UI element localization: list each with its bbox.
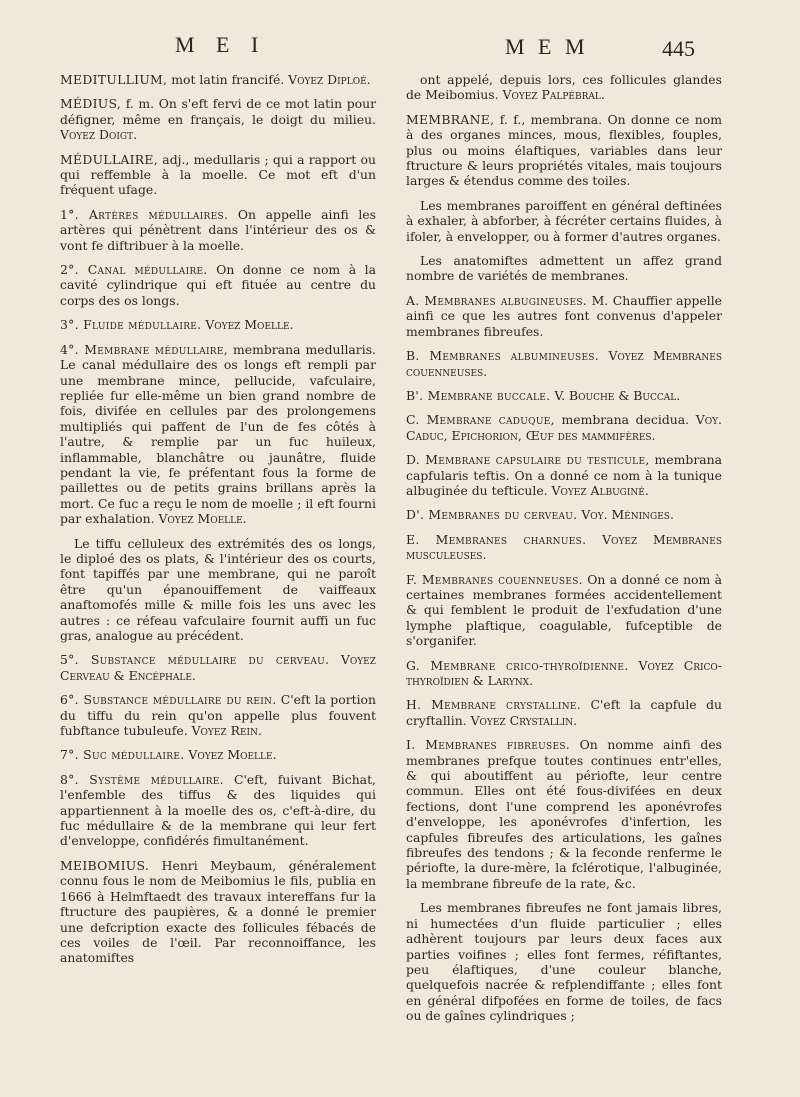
entry-headword: 5°. Substance médullaire du cerveau. xyxy=(60,652,330,668)
entry-cross-reference: V. Bouche & Buccal. xyxy=(554,387,681,403)
entry-paragraph xyxy=(406,658,722,689)
entry-text: f. f., membrana. On donne ce nom à des organes minces, mous, flexibles, fouples, plus ou moins élaftiques, variables dans leur ftructure & leurs propriétés vitales, mais toujours larges & étendus comme des toiles. xyxy=(406,111,722,189)
entry-text: C'eft la capfule du cryftallin. xyxy=(406,697,722,728)
entry-text: membrana capfularis teftis. On a donné ce nom à la tunique albuginée du tefticule. xyxy=(406,452,722,498)
entry-headword: 8°. Système médullaire. xyxy=(60,771,224,787)
entry-text: M. Chauffier appelle ainfi ce que les autres font convenus d'appeler membranes fibreufes. xyxy=(406,292,722,339)
entry-text: ont appelé, depuis lors, ces follicules glandes de Meibomius. xyxy=(406,72,722,103)
entry-headword: 2°. Canal médullaire. xyxy=(60,262,208,278)
page-number: 445 xyxy=(662,36,695,61)
entry-paragraph xyxy=(406,72,722,103)
entry-cross-reference: Voyez Diploé. xyxy=(288,72,371,87)
entry-paragraph xyxy=(60,772,376,849)
entry-text: Les anatomiftes admettent un affez grand nombre de variétés de membranes. xyxy=(406,253,722,284)
entry-headword: MÉDIUS, xyxy=(60,96,122,112)
entry-text: Henri Meybaum, généralement connu fous le nom de Meibomius le fils, publia en 1666 à Helmftaedt des travaux intereffans fur la ftructure des paupières, & a donné le premier une defcription exacte des follicules fébacés de ces voiles de l'œil. Par reconnoiffance, les anatomiftes xyxy=(60,857,376,966)
entry-paragraph xyxy=(60,317,376,332)
left-column xyxy=(60,72,376,975)
entry-headword: 1°. Artères médullaires. xyxy=(60,206,229,222)
entry-headword: I. Membranes fibreuses. xyxy=(406,737,571,753)
entry-cross-reference: Voyez Membranes musculeuses. xyxy=(406,531,722,563)
entry-headword: H. Membrane crystalline. xyxy=(406,697,582,713)
entry-headword: G. Membrane crico-thyroïdienne. xyxy=(406,657,629,673)
entry-headword: 7°. Suc médullaire. xyxy=(60,747,185,763)
header-right: M E M xyxy=(505,34,589,59)
entry-paragraph xyxy=(406,253,722,284)
entry-cross-reference: Voy. Caduc, Epichorion, Œuf des mammifères. xyxy=(406,412,722,443)
entry-paragraph xyxy=(60,72,376,87)
entry-headword: 4°. Membrane médullaire, xyxy=(60,341,228,357)
entry-cross-reference: Voyez Moelle. xyxy=(188,747,277,763)
entry-headword: B. Membranes albumineuses. xyxy=(406,348,600,364)
entry-cross-reference: Voyez Membranes couenneuses. xyxy=(406,348,722,379)
entry-cross-reference: Voyez Palpébral. xyxy=(502,87,605,103)
right-column xyxy=(406,72,722,1033)
entry-paragraph xyxy=(60,262,376,308)
entry-headword: F. Membranes couenneuses. xyxy=(406,571,583,587)
header-left: M E I xyxy=(175,32,267,57)
entry-headword: 6°. Substance médullaire du rein. xyxy=(60,692,277,708)
entry-headword: E. Membranes charnues. xyxy=(406,531,587,547)
entry-cross-reference: Voyez Rein. xyxy=(191,723,262,739)
entry-paragraph xyxy=(406,293,722,339)
entry-headword: MEDITULLIUM, xyxy=(60,72,168,87)
entry-text: membrana medullaris. Le canal médullaire des os longs eft rempli par une membrane mince, pellucide, vafculaire, repliée fur elle-même un bien grand nombre de fois, divifée en cellules par des prolongemens multipliés qui paffent de l'un de fes côtés à l'autre, & remplie par un fuc huileux, inflammable, blanchâtre ou jaunâtre, fluide pendant la vie, fe préfentant fous la forme de paillettes ou de petits grains brillans après la mort. Ce fuc a reçu le nom de moelle ; il eft fourni par exhalation. xyxy=(60,341,376,527)
entry-headword: 3°. Fluide médullaire. xyxy=(60,317,202,333)
entry-paragraph xyxy=(60,536,376,644)
entry-headword: MEIBOMIUS. xyxy=(60,857,150,873)
entry-text: Les membranes paroiffent en général deftinées à exhaler, à abforber, à fécréter certains fluides, à ifoler, à envelopper, ou à former d'autres organes. xyxy=(406,197,722,244)
entry-headword: C. Membrane caduque, xyxy=(406,412,555,428)
entry-text: Le tiffu celluleux des extrémités des os longs, le diploé des os plats, & l'intérieur des os courts, font tapiffés par une membrane, qui ne paroît être qu'un épanouiffement de vaiffeaux anaftomofés mille & mille fois les uns avec les autres : ce réfeau vafculaire fournit auffi un fuc gras, analogue au précédent. xyxy=(60,535,376,643)
entry-text: Les membranes fibreufes ne font jamais libres, ni humectées d'un fluide particulier ; elles adhèrent toujours par leurs deux faces aux parties voifines ; elles font fermes, réfiftantes, peu élaftiques, d'une couleur blanche, quelquefois nacrée & refplendiffante ; elles font en général difpofées en forme de toiles, de facs ou de gaînes cylindriques ; xyxy=(406,900,722,1024)
entry-text xyxy=(628,658,638,673)
entry-text: On nomme ainfi des membranes prefque toutes continues entr'elles, & qui aboutiffent au périofte, leur centre commun. Elles ont été fous-divifées en deux fections, dont l'une comprend les aponévrofes d'enveloppe, les aponévrofes d'infertion, les capfules fibreufes des articulations, les gaînes fibreufes des tendons ; & la feconde renferme le périofte, la dure-mère, la fclérotique, l'albuginée, la membrane fibreufe de la rate, &c. xyxy=(406,737,722,891)
running-header xyxy=(0,14,800,61)
entry-paragraph xyxy=(406,112,722,189)
entry-text: f. m. On s'eft fervi de ce mot latin pour défigner, même en français, le doigt du milieu. xyxy=(60,96,376,127)
entry-text: On appelle ainfi les artères qui pénètrent dans l'intérieur des os & vont fe diftribuer à la moelle. xyxy=(60,206,376,253)
entry-cross-reference: Voyez Crystallin. xyxy=(470,712,578,728)
entry-paragraph xyxy=(60,692,376,738)
entry-headword: B'. Membrane buccale. xyxy=(406,387,551,403)
entry-paragraph xyxy=(406,697,722,728)
entry-text: On donne ce nom à la cavité cylindrique qui eft fituée au centre du corps des os longs. xyxy=(60,262,376,308)
entry-text xyxy=(329,652,341,667)
entry-paragraph xyxy=(60,342,376,527)
entry-text: adj., medullaris ; qui a rapport ou qui reffemble à la moelle. Ce mot eft d'un fréquent ufage. xyxy=(60,151,376,198)
entry-paragraph xyxy=(406,388,722,403)
entry-cross-reference: Voyez Albuginé. xyxy=(551,482,649,498)
entry-paragraph xyxy=(60,96,376,142)
entry-paragraph xyxy=(406,572,722,649)
entry-cross-reference: Voyez Moelle. xyxy=(205,317,294,333)
entry-headword: A. Membranes albugineuses. xyxy=(406,292,588,308)
entry-paragraph xyxy=(406,348,722,379)
entry-cross-reference: Voy. Méninges. xyxy=(581,507,674,523)
entry-text: C'eft la portion du tiffu du rein qu'on appelle plus fouvent fubftance tubuleufe. xyxy=(60,692,376,739)
entry-paragraph xyxy=(406,532,722,563)
entry-headword: D'. Membranes du cerveau. xyxy=(406,507,578,523)
entry-text xyxy=(586,532,602,547)
entry-cross-reference: Voyez Crico-thyroïdien & Larynx. xyxy=(406,657,722,688)
entry-headword: D. Membrane capsulaire du testicule, xyxy=(406,452,650,468)
entry-headword: MÉDULLAIRE, xyxy=(60,151,159,167)
entry-paragraph xyxy=(406,900,722,1023)
entry-text: C'eft, fuivant Bichat, l'enfemble des tiffus & des liquides qui appartiennent à la moelle des os, c'eft-à-dire, du fuc médullaire & de la membrane qui leur fert d'enveloppe, confidérés fimultanément. xyxy=(60,771,376,849)
entry-cross-reference: Voyez Moelle. xyxy=(158,511,247,527)
entry-paragraph xyxy=(406,412,722,443)
entry-text: On a donné ce nom à certaines membranes formées accidentellement & qui femblent le produit de l'exfudation d'une lymphe plaftique, coagulable, fufceptible de s'organifer. xyxy=(406,571,722,649)
entry-paragraph xyxy=(60,207,376,253)
entry-paragraph xyxy=(406,507,722,522)
entry-paragraph xyxy=(406,198,722,244)
entry-paragraph xyxy=(406,737,722,891)
entry-paragraph xyxy=(406,452,722,498)
entry-text: mot latin francifé. xyxy=(167,72,289,87)
entry-paragraph xyxy=(60,747,376,762)
entry-headword: MEMBRANE, xyxy=(406,111,495,127)
entry-paragraph xyxy=(60,858,376,966)
entry-text: membrana decidua. xyxy=(554,412,696,428)
entry-cross-reference: Voyez Cerveau & Encéphale. xyxy=(60,652,376,683)
entry-paragraph xyxy=(60,652,376,683)
entry-cross-reference: Voyez Doigt. xyxy=(60,127,138,143)
entry-paragraph xyxy=(60,152,376,198)
